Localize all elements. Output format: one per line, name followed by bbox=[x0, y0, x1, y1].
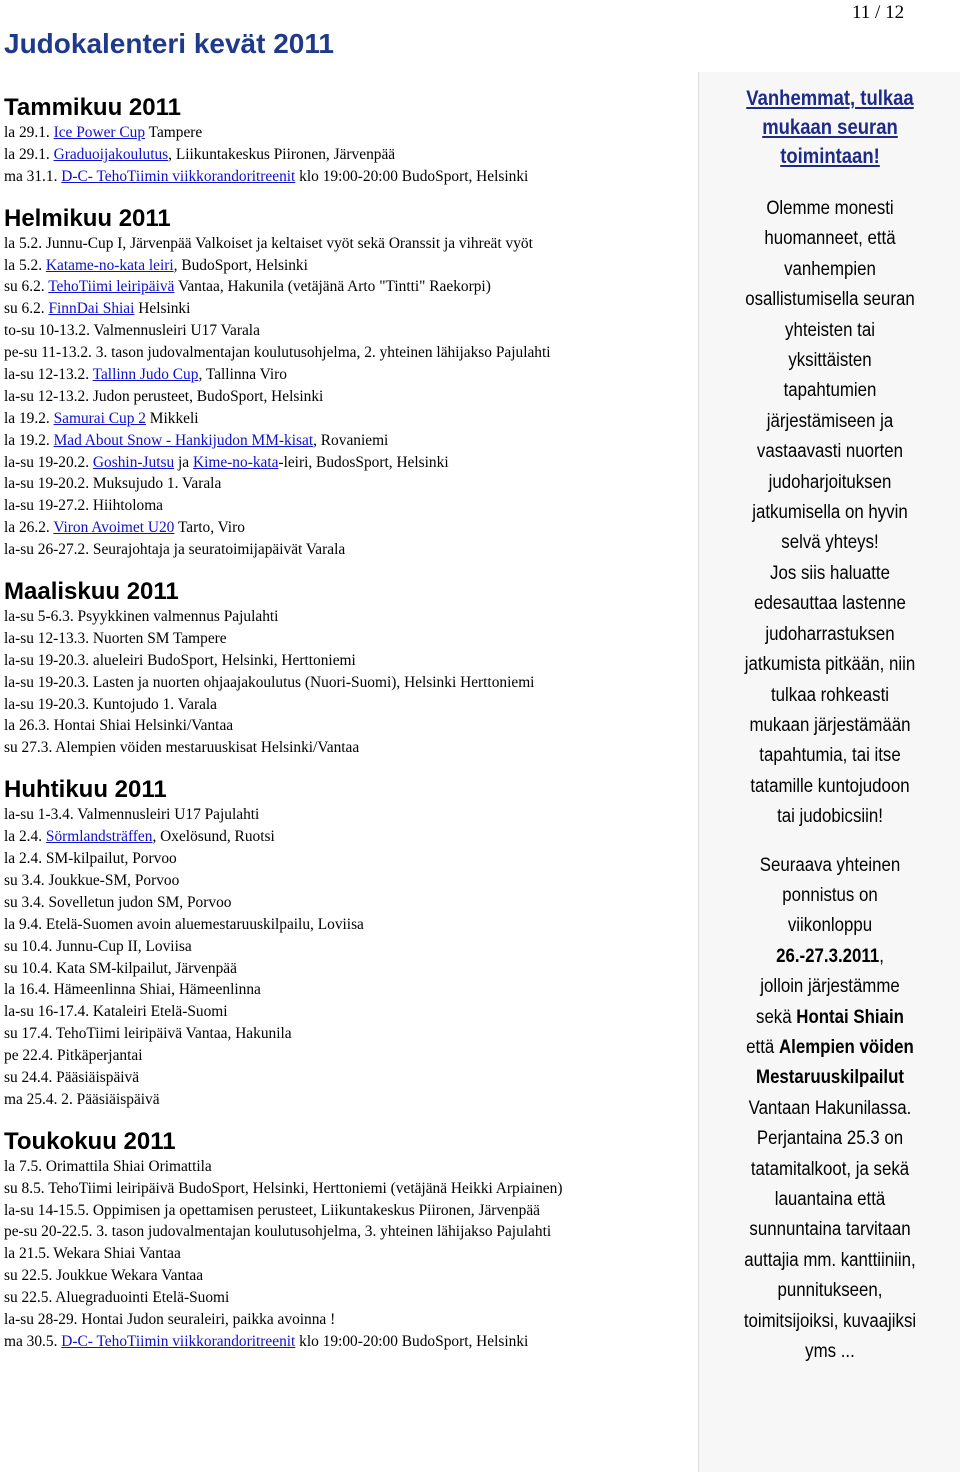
calendar-entry bbox=[4, 386, 704, 408]
event-link[interactable]: Sörmlandsträffen bbox=[45, 828, 153, 846]
entry-text: Tampere bbox=[145, 124, 203, 141]
entry-text: Tarto, Viro bbox=[174, 519, 245, 537]
parents-info-sidebar bbox=[698, 72, 960, 1472]
calendar-entry bbox=[4, 1200, 704, 1222]
calendar-entry bbox=[4, 122, 704, 144]
calendar-entry bbox=[4, 672, 704, 694]
event-link[interactable]: D-C- TehoTiimin viikkorandoritreenit bbox=[61, 167, 296, 185]
calendar-entry bbox=[4, 914, 704, 936]
entry-text: , BudoSport, Helsinki bbox=[173, 256, 308, 274]
sidebar-text-line bbox=[717, 588, 942, 618]
entry-text: la-su 12-13.3. Nuorten SM Tampere bbox=[4, 629, 227, 647]
sidebar-text-line bbox=[717, 971, 942, 1001]
sidebar-text: järjestämiseen ja bbox=[766, 409, 894, 432]
calendar-entry bbox=[4, 1067, 704, 1089]
calendar-list bbox=[4, 94, 704, 1353]
calendar-entry bbox=[4, 1243, 704, 1265]
sidebar-text-line bbox=[717, 910, 942, 940]
event-link[interactable]: Ice Power Cup bbox=[53, 124, 146, 141]
sidebar-text: tulkaa rohkeasti bbox=[770, 683, 890, 706]
sidebar-text: jatkumisella on hyvin bbox=[752, 501, 908, 524]
sidebar-text-line bbox=[717, 740, 942, 770]
sidebar-text-line bbox=[717, 436, 942, 466]
event-link[interactable]: D-C- TehoTiimin viikkorandoritreenit bbox=[61, 1332, 296, 1350]
sidebar-text: vastaavasti nuorten bbox=[756, 440, 904, 463]
entry-text: pe-su 11-13.2. 3. tason judovalmentajan koulutusohjelma, 2. yhteinen lähijakso Pajulahti bbox=[4, 344, 551, 362]
sidebar-text-line bbox=[717, 880, 942, 910]
sidebar-text-line bbox=[717, 1336, 942, 1366]
sidebar-text: judoharrastuksen bbox=[765, 622, 895, 645]
sidebar-text: Jos siis haluatte bbox=[770, 561, 890, 584]
entry-text: la 19.2. bbox=[4, 431, 54, 449]
entry-text: la-su 16-17.4. Kataleiri Etelä-Suomi bbox=[4, 1003, 228, 1021]
entry-text: la-su 12-13.2. Judon perusteet, BudoSport, Helsinki bbox=[4, 387, 324, 405]
calendar-entry bbox=[4, 958, 704, 980]
calendar-entry bbox=[4, 233, 704, 255]
entry-text: su 10.4. Kata SM-kilpailut, Järvenpää bbox=[4, 959, 237, 977]
entry-text: su 27.3. Alempien vöiden mestaruuskisat Helsinki/Vantaa bbox=[4, 739, 360, 757]
entry-text: su 24.4. Pääsiäispäivä bbox=[4, 1068, 140, 1086]
sidebar-text-line bbox=[717, 801, 942, 831]
calendar-entry bbox=[4, 255, 704, 277]
sidebar-text: lauantaina että bbox=[774, 1188, 886, 1210]
month-heading: Helmikuu 2011 bbox=[4, 204, 171, 232]
sidebar-text: tatamille kuntojudoon bbox=[750, 774, 910, 797]
sidebar-text: , bbox=[879, 944, 884, 967]
sidebar-text-line bbox=[717, 193, 942, 223]
section-spacer bbox=[4, 1111, 704, 1128]
entry-text: la 19.2. bbox=[4, 409, 54, 427]
entry-text: la 26.3. Hontai Shiai Helsinki/Vantaa bbox=[4, 717, 234, 735]
calendar-entry bbox=[4, 364, 704, 386]
entry-text: Vantaa, Hakunila (vetäjänä Arto "Tintti" Raekorpi) bbox=[174, 278, 491, 296]
sidebar-text-line bbox=[717, 1275, 942, 1305]
entry-text: la-su 19-20.3. Lasten ja nuorten ohjaajakoulutus (Nuori-Suomi), Helsinki Herttoniemi bbox=[4, 673, 535, 691]
sidebar-text: tapahtumia, tai itse bbox=[759, 744, 901, 767]
sidebar-text: osallistumisella seuran bbox=[745, 288, 915, 311]
event-link[interactable]: FinnDai Shiai bbox=[48, 300, 135, 318]
sidebar-text-line bbox=[717, 1123, 942, 1153]
event-link[interactable]: Samurai Cup 2 bbox=[53, 409, 146, 427]
sidebar-heading-line: Vanhemmat, tulkaa bbox=[746, 87, 914, 110]
sidebar-text-line bbox=[717, 315, 942, 345]
entry-text: la-su 5-6.3. Psyykkinen valmennus Pajulahti bbox=[4, 608, 279, 626]
entry-text: la-su 14-15.5. Oppimisen ja opettamisen perusteet, Liikuntakeskus Piironen, Järvenpää bbox=[4, 1201, 540, 1219]
entry-text: , Liikuntakeskus Piironen, Järvenpää bbox=[168, 145, 396, 163]
sidebar-text-line bbox=[717, 680, 942, 710]
sidebar-text-line bbox=[717, 710, 942, 740]
sidebar-text-line bbox=[717, 941, 942, 971]
event-link[interactable]: Graduoijakoulutus bbox=[53, 145, 169, 163]
sidebar-text-line bbox=[717, 1306, 942, 1336]
entry-text: Mikkeli bbox=[145, 409, 199, 427]
sidebar-text-line bbox=[717, 375, 942, 405]
calendar-entry bbox=[4, 715, 704, 737]
sidebar-text-line bbox=[717, 771, 942, 801]
month-heading: Tammikuu 2011 bbox=[4, 94, 181, 121]
sidebar-text-line bbox=[717, 1245, 942, 1275]
entry-text: ma 31.1. bbox=[4, 167, 62, 185]
sidebar-text-line bbox=[717, 1093, 942, 1123]
sidebar-text-line bbox=[717, 850, 942, 880]
calendar-entry bbox=[4, 452, 704, 474]
calendar-entry bbox=[4, 1309, 704, 1331]
calendar-entry bbox=[4, 628, 704, 650]
sidebar-heading-line: toimintaan! bbox=[780, 145, 880, 168]
entry-text: klo 19:00-20:00 BudoSport, Helsinki bbox=[295, 167, 529, 185]
event-link[interactable]: Goshin-Jutsu bbox=[92, 453, 175, 471]
month-heading: Huhtikuu 2011 bbox=[4, 776, 167, 804]
sidebar-text-line bbox=[717, 558, 942, 588]
calendar-entry bbox=[4, 408, 704, 430]
sidebar-bold-text: Hontai Shiain bbox=[796, 1005, 904, 1028]
entry-text: la 21.5. Wekara Shiai Vantaa bbox=[4, 1245, 181, 1263]
entry-text: la-su 19-27.2. Hiihtoloma bbox=[4, 497, 164, 515]
sidebar-text: jolloin järjestämme bbox=[760, 975, 900, 998]
entry-text: la 29.1. bbox=[4, 124, 54, 141]
sidebar-text-line bbox=[717, 406, 942, 436]
entry-text: la-su 19-20.3. alueleiri BudoSport, Helsinki, Herttoniemi bbox=[4, 651, 356, 669]
sidebar-text: punnitukseen, bbox=[777, 1279, 883, 1302]
sidebar-text: mukaan järjestämään bbox=[749, 713, 911, 736]
sidebar-text-line bbox=[717, 1062, 942, 1092]
calendar-entry bbox=[4, 1265, 704, 1287]
sidebar-text: tapahtumien bbox=[783, 379, 877, 402]
entry-text: su 22.5. Aluegraduointi Etelä-Suomi bbox=[4, 1289, 230, 1307]
sidebar-text: tai judobicsiin! bbox=[777, 805, 883, 828]
calendar-entry bbox=[4, 1221, 704, 1243]
sidebar-text-line bbox=[717, 1154, 942, 1184]
event-link[interactable]: TehoTiimi leiripäivä bbox=[48, 278, 175, 296]
calendar-entry bbox=[4, 848, 704, 870]
sidebar-text: auttajia mm. kanttiiniin, bbox=[744, 1248, 916, 1271]
sidebar-text: Olemme monesti bbox=[766, 197, 894, 219]
sidebar-text-line bbox=[717, 649, 942, 679]
sidebar-text-line bbox=[717, 497, 942, 527]
calendar-entry bbox=[4, 342, 704, 364]
sidebar-text: sekä bbox=[756, 1005, 797, 1028]
sidebar-text-line bbox=[717, 467, 942, 497]
sidebar-text-line bbox=[717, 223, 942, 253]
sidebar-text: Perjantaina 25.3 on bbox=[756, 1127, 904, 1150]
page-title: Judokalenteri kevät 2011 bbox=[4, 28, 334, 59]
sidebar-text: selvä yhteys! bbox=[781, 531, 879, 554]
sidebar-text: edesauttaa lastenne bbox=[754, 592, 906, 615]
section-spacer bbox=[4, 561, 704, 578]
entry-text: la 16.4. Hämeenlinna Shiai, Hämeenlinna bbox=[4, 981, 261, 999]
sidebar-text-line bbox=[717, 284, 942, 314]
entry-text: su 10.4. Junnu-Cup II, Loviisa bbox=[4, 937, 192, 955]
calendar-entry bbox=[4, 1156, 704, 1178]
entry-text: la 26.2. bbox=[4, 519, 54, 537]
sidebar-bold-text: 26.-27.3.2011 bbox=[776, 944, 880, 967]
sidebar-text: Seuraava yhteinen bbox=[759, 853, 901, 876]
entry-text: la 5.2. bbox=[4, 256, 46, 274]
sidebar-text-line bbox=[717, 1184, 942, 1214]
sidebar-bold-text: Mestaruuskilpailut bbox=[756, 1066, 904, 1089]
sidebar-heading-line: mukaan seuran bbox=[762, 116, 898, 139]
calendar-entry bbox=[4, 495, 704, 517]
calendar-entry bbox=[4, 1023, 704, 1045]
entry-text: la 2.4. bbox=[4, 828, 46, 846]
entry-text: su 8.5. TehoTiimi leiripäivä BudoSport, Helsinki, Herttoniemi (vetäjänä Heikki Arpiainen) bbox=[4, 1179, 563, 1197]
entry-text: , Rovaniemi bbox=[313, 431, 389, 449]
entry-text: la 29.1. bbox=[4, 145, 54, 163]
event-link[interactable]: Viron Avoimet U20 bbox=[53, 519, 175, 537]
sidebar-text: Vantaan Hakunilassa. bbox=[748, 1096, 912, 1119]
calendar-entry bbox=[4, 1178, 704, 1200]
entry-text: pe 22.4. Pitkäperjantai bbox=[4, 1047, 143, 1065]
entry-text: ma 25.4. 2. Pääsiäispäivä bbox=[4, 1090, 160, 1108]
entry-text: su 6.2. bbox=[4, 300, 49, 318]
sidebar-text: huomanneet, että bbox=[764, 227, 896, 250]
calendar-entry bbox=[4, 166, 704, 188]
event-link[interactable]: Kime-no-kata bbox=[192, 453, 279, 471]
entry-text: la 5.2. Junnu-Cup I, Järvenpää Valkoiset ja keltaiset vyöt sekä Oranssit ja vihreät vyöt bbox=[4, 234, 533, 252]
calendar-entry bbox=[4, 430, 704, 452]
calendar-entry bbox=[4, 979, 704, 1001]
entry-text: Helsinki bbox=[134, 300, 191, 318]
sidebar-text-line bbox=[717, 1214, 942, 1244]
entry-text: la 2.4. SM-kilpailut, Porvoo bbox=[4, 850, 177, 868]
sidebar-text: toimitsijoiksi, kuvaajiksi bbox=[743, 1309, 917, 1332]
sidebar-text: yhteisten tai bbox=[785, 318, 875, 341]
calendar-entry bbox=[4, 1287, 704, 1309]
calendar-entry bbox=[4, 517, 704, 539]
event-link[interactable]: Tallinn Judo Cup bbox=[92, 366, 199, 384]
sidebar-text: yksittäisten bbox=[788, 349, 872, 372]
entry-text: la-su 19-20.2. Muksujudo 1. Varala bbox=[4, 475, 222, 493]
calendar-entry bbox=[4, 473, 704, 495]
calendar-entry bbox=[4, 276, 704, 298]
entry-text: su 17.4. TehoTiimi leiripäivä Vantaa, Hakunila bbox=[4, 1025, 292, 1043]
calendar-entry bbox=[4, 737, 704, 759]
sidebar-text-line bbox=[717, 345, 942, 375]
sidebar-text: tatamitalkoot, ja sekä bbox=[750, 1157, 910, 1180]
sidebar-spacer bbox=[699, 832, 960, 850]
sidebar-text-line bbox=[717, 254, 942, 284]
entry-text: klo 19:00-20:00 BudoSport, Helsinki bbox=[295, 1332, 529, 1350]
calendar-entry bbox=[4, 1001, 704, 1023]
sidebar-text: judoharjoituksen bbox=[768, 470, 892, 493]
calendar-entry bbox=[4, 539, 704, 561]
entry-text: la-su 26-27.2. Seurajohtaja ja seuratoimijapäivät Varala bbox=[4, 541, 346, 559]
entry-text: la-su 28-29. Hontai Judon seuraleiri, paikka avoinna ! bbox=[4, 1310, 336, 1328]
entry-text: la-su 12-13.2. bbox=[4, 366, 93, 384]
event-link[interactable]: Katame-no-kata leiri bbox=[45, 256, 174, 274]
entry-text: to-su 10-13.2. Valmennusleiri U17 Varala bbox=[4, 322, 260, 340]
sidebar-text-line bbox=[717, 1032, 942, 1062]
calendar-entry bbox=[4, 826, 704, 848]
entry-text: ma 30.5. bbox=[4, 1332, 62, 1350]
entry-text: la-su 1-3.4. Valmennusleiri U17 Pajulahti bbox=[4, 806, 260, 824]
entry-text: -leiri, BudosSport, Helsinki bbox=[278, 453, 449, 471]
entry-text: pe-su 20-22.5. 3. tason judovalmentajan koulutusohjelma, 3. yhteinen lähijakso Pajulahti bbox=[4, 1223, 552, 1241]
entry-text: la-su 19-20.2. bbox=[4, 453, 93, 471]
calendar-entry bbox=[4, 804, 704, 826]
sidebar-text-line bbox=[717, 1002, 942, 1032]
event-link[interactable]: Mad About Snow - Hankijudon MM-kisat bbox=[53, 431, 314, 449]
section-spacer bbox=[4, 188, 704, 205]
sidebar-text: ponnistus on bbox=[782, 883, 878, 906]
sidebar-bold-text: Alempien vöiden bbox=[778, 1035, 914, 1058]
sidebar-text-line bbox=[717, 527, 942, 557]
calendar-entry bbox=[4, 1045, 704, 1067]
entry-text: su 3.4. Joukkue-SM, Porvoo bbox=[4, 871, 180, 889]
sidebar-text: jatkumista pitkään, niin bbox=[744, 653, 916, 676]
sidebar-text: että bbox=[746, 1035, 779, 1058]
entry-text: , Oxelösund, Ruotsi bbox=[152, 828, 275, 846]
month-heading: Toukokuu 2011 bbox=[4, 1127, 176, 1155]
entry-text: la-su 19-20.3. Kuntojudo 1. Varala bbox=[4, 695, 218, 713]
page-number: 11 / 12 bbox=[852, 2, 905, 23]
entry-text: su 22.5. Joukkue Wekara Vantaa bbox=[4, 1267, 204, 1285]
entry-text: ja bbox=[174, 453, 193, 471]
calendar-entry bbox=[4, 892, 704, 914]
entry-text: la 9.4. Etelä-Suomen avoin aluemestaruuskilpailu, Loviisa bbox=[4, 915, 364, 933]
sidebar-text: viikonloppu bbox=[787, 914, 873, 937]
sidebar-text: yms ... bbox=[805, 1340, 855, 1363]
calendar-entry bbox=[4, 650, 704, 672]
entry-text: la 7.5. Orimattila Shiai Orimattila bbox=[4, 1157, 212, 1175]
entry-text: , Tallinna Viro bbox=[198, 366, 287, 384]
calendar-entry bbox=[4, 606, 704, 628]
month-heading: Maaliskuu 2011 bbox=[4, 578, 179, 606]
calendar-entry bbox=[4, 298, 704, 320]
calendar-entry bbox=[4, 1089, 704, 1111]
calendar-entry bbox=[4, 144, 704, 166]
sidebar-heading bbox=[722, 84, 938, 171]
entry-text: su 6.2. bbox=[4, 278, 49, 296]
calendar-entry bbox=[4, 870, 704, 892]
calendar-entry bbox=[4, 1331, 704, 1353]
sidebar-text: sunnuntaina tarvitaan bbox=[749, 1218, 911, 1241]
calendar-entry bbox=[4, 694, 704, 716]
sidebar-text: vanhempien bbox=[784, 257, 876, 280]
entry-text: su 3.4. Sovelletun judon SM, Porvoo bbox=[4, 893, 232, 911]
calendar-entry bbox=[4, 320, 704, 342]
calendar-entry bbox=[4, 936, 704, 958]
sidebar-text-line bbox=[717, 619, 942, 649]
section-spacer bbox=[4, 759, 704, 776]
